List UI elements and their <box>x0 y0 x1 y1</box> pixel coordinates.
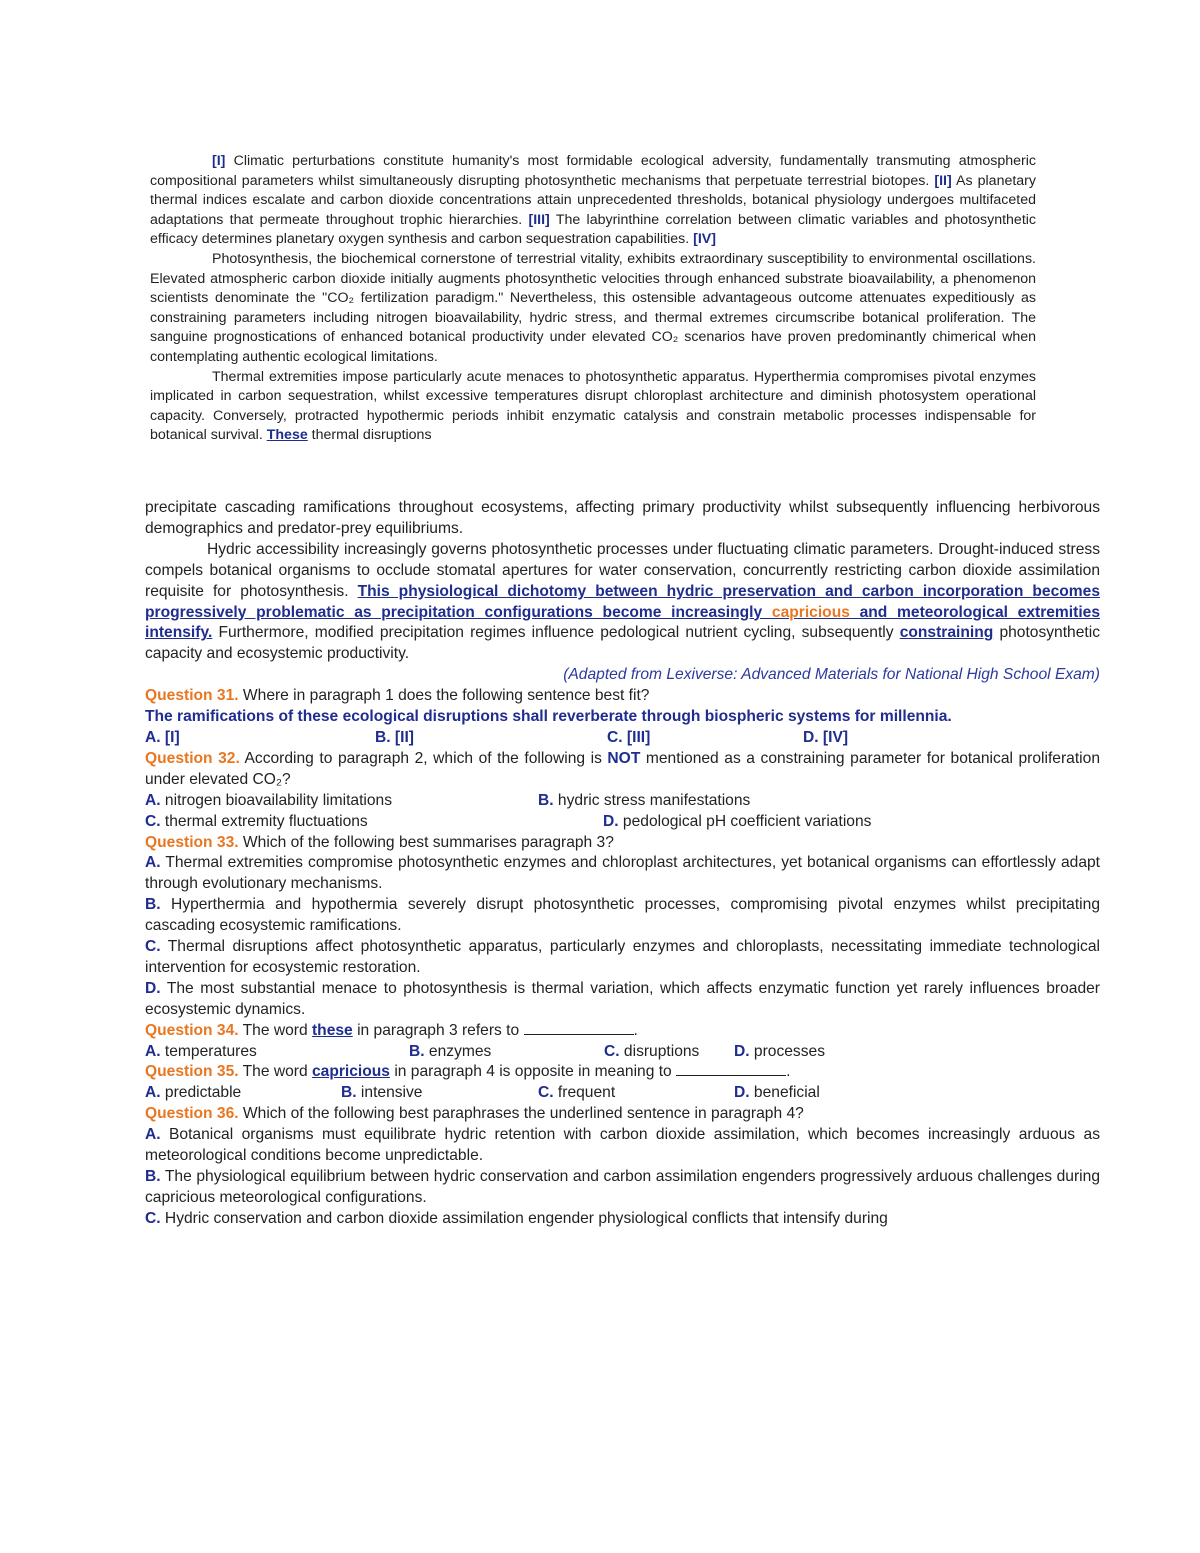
underlined-sentence: This physiological dichotomy between hydric preservation and carbon incorporation becomes progressively problematic as precipitation configurations become increasingly capricious and meteorological extremities intensify. <box>145 582 1100 642</box>
paragraph-1: [I] Climatic perturbations constitute humanity's most formidable ecological adversity, fundamentally transmuting atmospheric compositional parameters whilst simultaneously disrupting photosynthetic mechanisms that perpetuate terrestrial biotopes. [II] As planetary thermal indices escalate and carbon dioxide concentrations attain unprecedented thresholds, botanical physiology undergoes multifaceted adaptations that permeate throughout trophic hierarchies. [III] The labyrinthine correlation between climatic variables and photosynthetic efficacy determines planetary oxygen synthesis and carbon sequestration capabilities. [IV] <box>150 153 1037 248</box>
question-35-label: Question 35. <box>145 1063 239 1081</box>
question-36: Question 36. Which of the following best paraphrases the underlined sentence in paragraph 4? <box>145 1105 804 1123</box>
marker-1: [I] <box>212 153 226 169</box>
question-36-label: Question 36. <box>145 1105 239 1123</box>
question-32-label: Question 32. <box>145 749 240 767</box>
paragraph-3: Thermal extremities impose particularly acute menaces to photosynthetic apparatus. Hyperthermia compromises pivotal enzymes implicated in carbon sequestration, whilst excessive temperatures disrupt chloroplast architecture and diminish photosystem operational capacity. Conversely, protracted hypothermic periods inhibit enzymatic catalysis and constrain metabolic processes indispensable for botanical survival. These thermal disruptions <box>150 368 1036 444</box>
question-35-options <box>145 1083 1100 1104</box>
question-34-options <box>145 1042 1100 1063</box>
option-a[interactable]: A. temperatures <box>145 1042 257 1060</box>
question-31-label: Question 31. <box>145 687 239 705</box>
passage-upper <box>150 152 1036 446</box>
option-b[interactable]: B. [II] <box>375 728 414 746</box>
option-d[interactable]: D. [IV] <box>803 728 849 746</box>
option-c[interactable]: C. Hydric conservation and carbon dioxide assimilation engender physiological conflicts that intensify during <box>145 1209 888 1227</box>
option-a[interactable]: A. nitrogen bioavailability limitations <box>145 791 393 809</box>
question-35: Question 35. The word capricious in paragraph 4 is opposite in meaning to . <box>145 1063 791 1081</box>
option-c[interactable]: C. disruptions <box>604 1042 700 1060</box>
paragraph-3-continued: precipitate cascading ramifications throughout ecosystems, affecting primary productivity whilst subsequently influencing herbivorous demographics and predator-prey equilibriums. <box>145 499 1100 537</box>
option-a[interactable]: A. Botanical organisms must equilibrate hydric retention with carbon dioxide assimilation, which becomes increasingly arduous as meteorological conditions become unpredictable. <box>145 1126 1100 1165</box>
question-32: Question 32. According to paragraph 2, which of the following is NOT mentioned as a constraining parameter for botanical proliferation under elevated CO₂? <box>145 749 1100 788</box>
underlined-word-capricious: capricious <box>771 603 850 621</box>
option-b[interactable]: B. enzymes <box>409 1042 492 1060</box>
marker-3: [III] <box>528 211 550 228</box>
paragraph-2: Photosynthesis, the biochemical cornerstone of terrestrial vitality, exhibits extraordinary susceptibility to environmental oscillations. Elevated atmospheric carbon dioxide initially augments photosynthetic velocities through enhanced substrate bioavailability, a phenomenon scientists denominate the "CO₂ fertilization paradigm." Nevertheless, this ostensible advantageous outcome attenuates expeditiously as constraining parameters including nitrogen bioavailability, hydric stress, and thermal extremes circumscribe botanical proliferation. The sanguine prognostications of enhanced botanical productivity under elevated CO₂ scenarios have proven predominantly chimerical when contemplating authentic ecological limitations. <box>150 250 1036 365</box>
passage-lower <box>145 498 1100 1230</box>
question-33-label: Question 33. <box>145 833 239 851</box>
marker-2: [II] <box>934 172 952 189</box>
paragraph-4: Hydric accessibility increasingly governs photosynthetic processes under fluctuating climatic parameters. Drought-induced stress compels botanical organisms to occlude stomatal apertures for water conservation, concurrently restricting carbon dioxide assimilation requisite for photosynthesis. This physiological dichotomy between hydric preservation and carbon incorporation becomes progressively problematic as precipitation configurations become increasingly capricious and meteorological extremities intensify. Furthermore, modified precipitation regimes influence pedological nutrient cycling, subsequently constraining photosynthetic capacity and ecosystemic productivity. <box>145 540 1100 663</box>
option-b[interactable]: B. The physiological equilibrium between hydric conservation and carbon assimilation engenders progressively arduous challenges during capricious meteorological configurations. <box>145 1168 1100 1206</box>
question-31-options <box>145 728 1100 749</box>
option-c[interactable]: C. thermal extremity fluctuations <box>145 812 368 830</box>
underlined-word-these: These <box>266 427 308 444</box>
option-d[interactable]: D. beneficial <box>734 1084 820 1102</box>
option-b[interactable]: B. hydric stress manifestations <box>538 791 751 809</box>
option-d[interactable]: D. processes <box>734 1042 825 1060</box>
question-31: Question 31. Where in paragraph 1 does the following sentence best fit? <box>145 687 650 705</box>
underlined-word-capricious: capricious <box>311 1063 390 1081</box>
option-b[interactable]: B. intensive <box>341 1084 423 1102</box>
underlined-word-constraining: constraining <box>899 624 994 642</box>
option-c[interactable]: C. Thermal disruptions affect photosynthetic apparatus, particularly enzymes and chloroplasts, necessitating immediate technological intervention for ecosystemic restoration. <box>145 938 1100 976</box>
option-a[interactable]: A. Thermal extremities compromise photosynthetic enzymes and chloroplast architectures, yet botanical organisms can effortlessly adapt through evolutionary mechanisms. <box>145 854 1100 893</box>
option-b[interactable]: B. Hyperthermia and hypothermia severely disrupt photosynthetic processes, compromising pivotal enzymes whilst precipitating cascading ecosystemic ramifications. <box>145 896 1100 935</box>
answer-blank <box>524 1022 634 1035</box>
question-32-options-row-2 <box>145 812 1100 833</box>
option-a[interactable]: A. [I] <box>145 728 180 746</box>
option-c[interactable]: C. frequent <box>538 1084 616 1102</box>
question-34: Question 34. The word these in paragraph 3 refers to . <box>145 1021 638 1039</box>
option-d[interactable]: D. pedological pH coefficient variations <box>603 812 872 830</box>
option-d[interactable]: D. The most substantial menace to photosynthesis is thermal variation, which affects enzymatic function yet rarely influences broader ecosystemic dynamics. <box>145 979 1100 1018</box>
question-31-sentence: The ramifications of these ecological disruptions shall reverberate through biospheric systems for millennia. <box>145 708 952 726</box>
marker-4: [IV] <box>693 231 716 248</box>
underlined-word-these: these <box>311 1021 353 1039</box>
question-32-options-row-1 <box>145 791 1100 812</box>
question-33: Question 33. Which of the following best summarises paragraph 3? <box>145 833 614 851</box>
option-a[interactable]: A. predictable <box>145 1084 242 1102</box>
answer-blank <box>676 1063 786 1076</box>
source-citation: (Adapted from Lexiverse: Advanced Materials for National High School Exam) <box>563 666 1100 684</box>
question-34-label: Question 34. <box>145 1021 239 1039</box>
option-c[interactable]: C. [III] <box>607 728 651 746</box>
